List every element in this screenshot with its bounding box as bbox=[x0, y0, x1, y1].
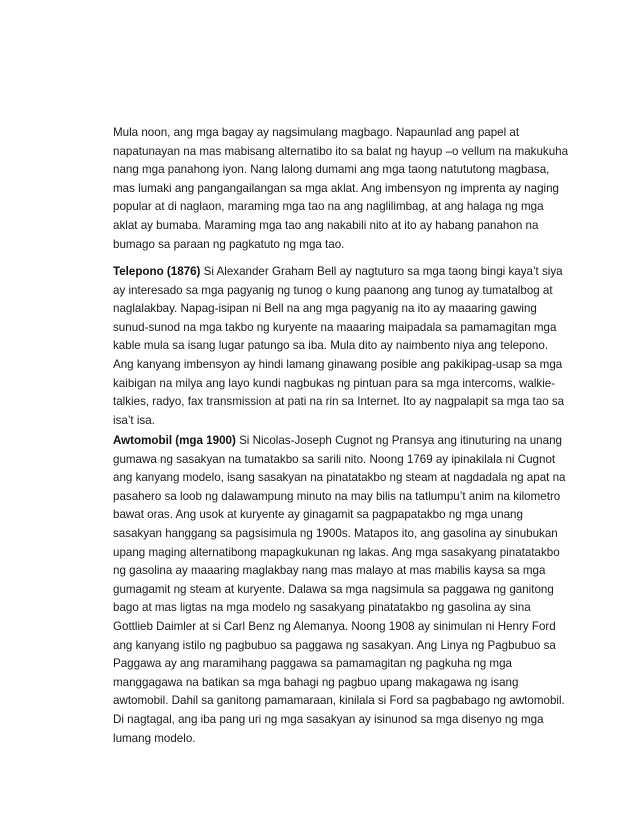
text-line: nang mga panahong iyon. Nang lalong dumami ang mga taong natututong magbasa, bbox=[113, 163, 550, 177]
text-line: pasahero sa loob ng dalawampung minuto na may bilis na tatlumpu’t anim na kilometro bbox=[113, 489, 561, 503]
text-line: mas lumaki ang pangangailangan sa mga aklat. Ang imbensyon ng imprenta ay naging bbox=[113, 181, 560, 195]
text-line: Di nagtagal, ang iba pang uri ng mga sasakyan ay isinunod sa mga disenyo ng mga bbox=[113, 712, 544, 726]
paragraph-awtomobil bbox=[113, 432, 573, 748]
text-line: popular at di naglaon, maraming mga tao na ang naglilimbag, at ang halaga ng mga bbox=[113, 200, 544, 214]
text-line: talkies, radyo, fax transmission at pati na rin sa Internet. Ito ay nagpalapit sa mga tao sa bbox=[113, 395, 565, 409]
text-line: naglalakbay. Napag-isipan ni Bell na ang mga pagyanig na ito ay maaaring gawing bbox=[113, 302, 537, 316]
text-line: sasakyan hanggang sa pagsisimula ng 1900s. Matapos ito, ang gasolina ay sinubukan bbox=[113, 526, 558, 540]
text-line: manggagawa na batikan sa mga bahagi ng pagbuo upang makagawa ng isang bbox=[113, 675, 519, 689]
section-heading-telepono: Telepono (1876) bbox=[113, 265, 201, 278]
text-line: Paggawa ay ang maramihang paggawa sa pamamagitan ng pagkuha ng mga bbox=[113, 657, 512, 671]
text-line: Mula noon, ang mga bagay ay nagsimulang magbago. Napaunlad ang papel at bbox=[113, 126, 520, 139]
text-line: ang kanyang modelo, isang sasakyan na pinatatakbo ng steam at nagdadala ng apat na bbox=[113, 471, 566, 485]
text-line: ng gasolina ay maaaring maglakbay nang mas malayo at mas mabilis kaysa sa mga bbox=[113, 564, 546, 578]
text-line: Gottlieb Daimler at si Carl Benz ng Alemanya. Noong 1908 ay sinimulan ni Henry Ford bbox=[113, 619, 556, 633]
text-line: aklat ay bumaba. Maraming mga tao ang nakabili nito at ito ay habang panahon na bbox=[113, 218, 539, 232]
text-line: lumang modelo. bbox=[113, 731, 196, 745]
text-line-rest: Si Nicolas-Joseph Cugnot ng Pransya ang itinuturing na unang bbox=[235, 434, 562, 447]
paragraph-telepono bbox=[113, 263, 573, 430]
text-line: awtomobil. Dahil sa ganitong pamamaraan, kinilala si Ford sa pagbabago ng awtomobil. bbox=[113, 694, 565, 708]
text-line: bumago sa paraan ng pagkatuto ng mga tao. bbox=[113, 237, 345, 251]
text-line: gumagamit ng steam at kuryente. Dalawa sa mga nagsimula sa paggawa ng ganitong bbox=[113, 582, 554, 596]
paragraph-intro bbox=[113, 124, 573, 254]
text-line: upang maging alternatibong mapagkukunan ng lakas. Ang mga sasakyang pinatatakbo bbox=[113, 545, 560, 559]
text-line: bawat oras. Ang usok at kuryente ay ginagamit sa pagpapatakbo ng mga unang bbox=[113, 508, 523, 522]
text-line: isa’t isa. bbox=[113, 413, 155, 427]
text-line: sunud-sunod na mga takbo ng kuryente na maaaring maipadala sa pamamagitan mga bbox=[113, 320, 557, 334]
text-line-rest: Si Alexander Graham Bell ay nagtuturo sa mga taong bingi kaya’t siya bbox=[200, 265, 563, 278]
text-line bbox=[113, 432, 573, 451]
text-line: ay interesado sa mga pagyanig ng tunog o kung paanong ang tunog ay tumatalbog at bbox=[113, 283, 553, 297]
text-line bbox=[113, 263, 573, 282]
text-line: gumawa ng sasakyan na tumatakbo sa sarili nito. Noong 1769 ay ipinakilala ni Cugnot bbox=[113, 452, 556, 466]
text-line: kaibigan na milya ang layo kundi nagbukas ng pintuan para sa mga intercoms, walkie- bbox=[113, 376, 556, 390]
text-line: kable mula sa isang lugar patungo sa iba. Mula dito ay naimbento niya ang telepono. bbox=[113, 339, 549, 353]
section-heading-awtomobil: Awtomobil (mga 1900) bbox=[113, 434, 236, 447]
text-line: Ang kanyang imbensyon ay hindi lamang ginawang posible ang pakikipag-usap sa mga bbox=[113, 357, 563, 371]
text-line: bago at mas ligtas na mga modelo ng sasakyang pinatatakbo ng gasolina ay sina bbox=[113, 601, 531, 615]
text-line: ang kanyang istilo ng pagbubuo sa paggawa ng sasakyan. Ang Linya ng Pagbubuo sa bbox=[113, 638, 556, 652]
text-line: napatunayan na mas mabisang alternatibo ito sa balat ng hayup –o vellum na makukuha bbox=[113, 144, 569, 158]
